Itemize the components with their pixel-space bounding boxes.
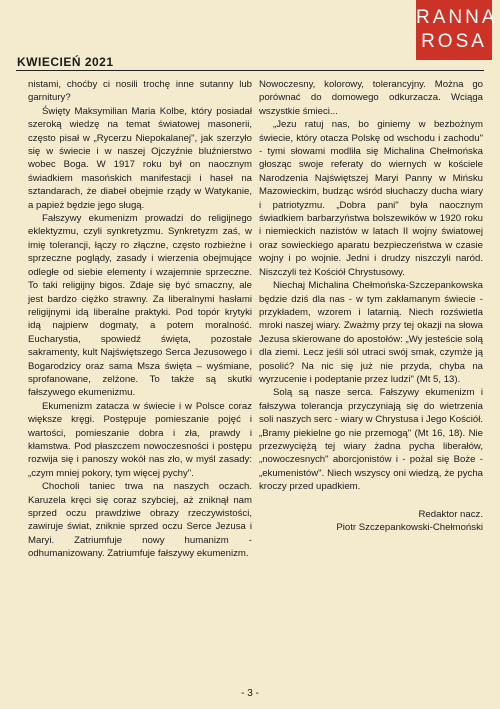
left-column	[28, 78, 252, 561]
paragraph: Fałszywy ekumenizm prowadzi do religijnego eklektyzmu, czyli synkretyzmu. Synkretyzm zaś, w imię tolerancji, łączy ro złączne, często rozbieżne i sprzeczne poglądy, zasady i wierzenia obejmujące odległe od siebie elementy i wzajemnie sprzeczne. To taki religijny bigos. Zdaje się być smaczny, ale jest bardzo ciężko strawny. Za liberalnymi hasłami religijnymi idą liberalne praktyki. Pod topór krytyki idą najpierw dogmaty, a potem moralność. Eucharystia, spowiedź święta, pozostałe sakramenty, kult Najświętszego Serca Jezusowego i Bogarodzicy oraz sama Msza święta – wyśmiane, sprofanowane, zelżone. To także są skutki fałszywego ekumenizmu.	[28, 213, 252, 399]
magazine-logo	[416, 0, 498, 60]
logo-bottom-word: ROSA	[421, 31, 487, 52]
header-rule	[16, 70, 484, 71]
paragraph: Ekumenizm zatacza w świecie i w Polsce coraz większe kręgi. Postępuje pomieszanie pojęć i wartości, pomieszanie dobra i zła, prawdy i kłamstwa. Pod płaszczem nowoczesności i postępu rozwija się i panoszy wokół nas zło, w myśl zasady: „czym mniej pokory, tym więcej pychy".	[28, 400, 252, 479]
paragraph: Nowoczesny, kolorowy, tolerancyjny. Można go porównać do domowego odkurzacza. Wciąga wszystkie śmieci...	[259, 79, 483, 117]
paragraph: Święty Maksymilian Maria Kolbe, który posiadał szeroką wiedzę na temat światowej masonerii, często pisał w „Rycerzu Niepokalanej", jak szerzyło się w świecie i w naszej Ojczyźnie bluźnierstwo wobec Boga. W 1917 roku był on naocznym świadkiem masońskich manifestacji i haseł na sztandarach, że diabeł obejmie rządy w Watykanie, a papież będzie jego sługą.	[28, 105, 252, 211]
paragraph: Chocholi taniec trwa na naszych oczach. Karuzela kręci się coraz szybciej, aż zniknął nam sprzed oczu prawdziwe obrazy rzeczywistości, zawiruje świat, zniknie sprzed oczu Serce Jezusa i Maryi. Zatriumfuje nowy humanizm - odhumanizowany. Zatriumfuje fałszywy ekumenizm.	[28, 481, 252, 560]
logo-top-word: RANNA	[416, 7, 498, 28]
paragraph: Niechaj Michalina Chełmońska-Szczepankowska będzie dziś dla nas - w tym zakłamanym świecie - przykładem, wzorem i latarnią. Niech rozświetla mroki naszej wiary. Zważmy przy tej okazji na słowa Jezusa skierowane do apostołów: „Wy jesteście solą dla ziemi. Lecz jeśli sól utraci swój smak, czymże ją posolić? Na nic się już nie przyda, chyba na wyrzucenie i podeptanie przez ludzi" (Mt 5, 13).	[259, 280, 483, 385]
issue-date: KWIECIEŃ 2021	[17, 55, 114, 69]
signature-name: Piotr Szczepankowski-Chełmoński	[336, 522, 483, 533]
right-column	[259, 78, 483, 534]
paragraph: „Jezu ratuj nas, bo giniemy w bezbożnym świecie, który otacza Polskę od wschodu i zachodu" - tymi słowami modliła się Michalina Chełmońska głosząc swoje referaty do wiernych w kościele Narodzenia Najświętszej Maryi Panny w Mińsku Mazowieckim, budząc wśród słuchaczy ducha wiary i patriotyzmu. „Dobra pani" była naocznym świadkiem barbarzyństwa bolszewików w 1920 roku i niemieckich nazistów w latach II wojny światowej oraz sowieckiego aparatu bezpieczeństwa w czasie wojny i po wojnie. Jedni i drudzy niszczyli naród. Niszczyli też Kościół Chrystusowy.	[259, 119, 483, 278]
paragraph: Solą są nasze serca. Fałszywy ekumenizm i fałszywa tolerancja przyczyniają się do wietrzenia soli naszych serc - wiary w Chrystusa i Jego Kościół. „Bramy piekielne go nie przemogą" (Mt 16, 18). Nie przezwyciężą tej wiary żadna pycha liberałów, „nowoczesnych" aborcjonistów i - pożal się Boże - „ekumenistów". Niech wszyscy oni wiedzą, że pycha kroczy przed upadkiem.	[259, 387, 483, 493]
page-number: - 3 -	[241, 688, 259, 699]
paragraph: nistami, choćby ci nosili trochę inne sutanny lub garnitury?	[28, 79, 252, 104]
signature-title: Redaktor nacz.	[418, 508, 483, 520]
